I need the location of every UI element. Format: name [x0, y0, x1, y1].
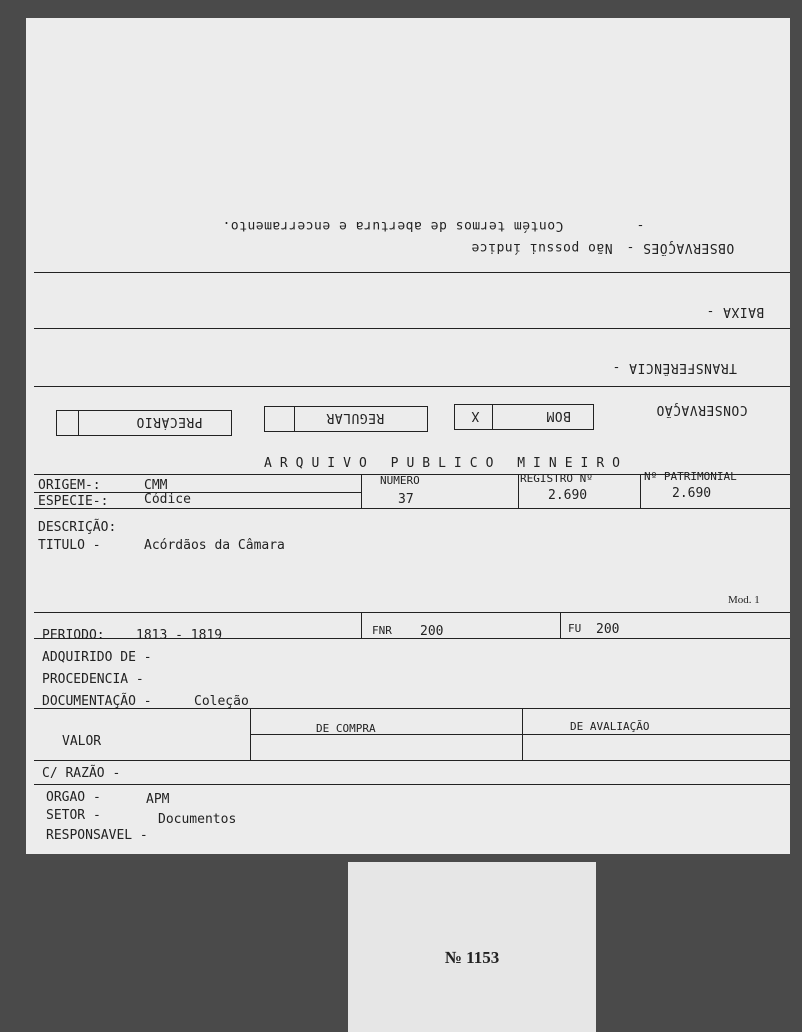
- origem-label: ORIGEM-:: [38, 478, 101, 493]
- especie-label: ESPECIE-:: [38, 494, 109, 509]
- registro-label: REGISTRO Nº: [520, 472, 593, 485]
- razao-label: C/ RAZÃO -: [42, 766, 121, 781]
- divider: [518, 474, 519, 508]
- archive-header: ARQUIVO PUBLICO MINEIRO: [264, 456, 629, 471]
- numero-value: 37: [398, 492, 414, 507]
- adquirido-label: ADQUIRIDO DE -: [42, 650, 152, 665]
- divider: [34, 386, 790, 387]
- observacoes-dash: -: [636, 218, 645, 233]
- divider: [34, 784, 790, 785]
- baixa-label: BAIXA -: [706, 304, 765, 319]
- divider: [34, 508, 790, 509]
- conservacao-label: CONSERVAÇÃO: [656, 402, 748, 417]
- orgao-label: ORGAO -: [46, 790, 101, 805]
- titulo-label: TITULO -: [38, 538, 101, 553]
- observacoes-line2: Contém termos de abertura e encerramento.: [222, 218, 564, 233]
- mod-label: Mod. 1: [728, 594, 760, 606]
- regular-label: REGULAR: [326, 410, 385, 425]
- divider: [522, 708, 523, 760]
- number-tag: [348, 862, 596, 1032]
- divider: [34, 708, 790, 709]
- catalog-card: [26, 18, 790, 854]
- numero-label: NUMERO: [380, 474, 420, 487]
- periodo-value: 1813 - 1819: [136, 628, 223, 643]
- patrimonial-value: 2.690: [672, 486, 712, 501]
- especie-value: Códice: [144, 492, 191, 507]
- divider: [34, 328, 790, 329]
- divider: [34, 272, 790, 273]
- divider: [492, 404, 493, 430]
- divider: [361, 474, 362, 508]
- divider: [34, 612, 790, 613]
- de-avaliacao-label: DE AVALIAÇÃO: [570, 720, 650, 733]
- de-compra-label: DE COMPRA: [316, 722, 376, 735]
- periodo-label: PERIODO:: [42, 628, 105, 643]
- documentacao-value: Coleção: [194, 694, 249, 709]
- tag-number: № 1153: [444, 948, 500, 967]
- titulo-value: Acórdãos da Câmara: [144, 538, 285, 553]
- fu-value: 200: [596, 622, 620, 637]
- orgao-value: APM: [146, 792, 170, 807]
- bom-mark: X: [471, 408, 480, 423]
- observacoes-label: OBSERVAÇÕES -: [626, 240, 735, 255]
- precario-label: PRECÁRIO: [136, 414, 203, 429]
- divider: [34, 760, 790, 761]
- documentacao-label: DOCUMENTAÇÃO -: [42, 694, 152, 709]
- descricao-label: DESCRIÇÃO:: [38, 520, 117, 535]
- valor-label: VALOR: [62, 734, 102, 749]
- bom-label: BOM: [546, 408, 571, 423]
- divider: [560, 612, 561, 638]
- fnr-label: FNR: [372, 624, 392, 637]
- setor-label: SETOR -: [46, 808, 101, 823]
- origem-value: CMM: [144, 478, 168, 493]
- divider: [78, 410, 79, 436]
- procedencia-label: PROCEDENCIA -: [42, 672, 144, 687]
- divider: [640, 474, 641, 508]
- divider: [361, 612, 362, 638]
- registro-value: 2.690: [548, 488, 588, 503]
- setor-value: Documentos: [158, 812, 237, 827]
- fu-label: FU: [568, 622, 582, 635]
- responsavel-label: RESPONSAVEL -: [46, 828, 148, 843]
- divider: [294, 406, 295, 432]
- patrimonial-label: Nº PATRIMONIAL: [644, 470, 737, 483]
- transferencia-label: TRANSFERÊNCIA -: [612, 360, 737, 375]
- divider: [250, 708, 251, 760]
- fnr-value: 200: [420, 624, 444, 639]
- observacoes-line1: Não possui índice: [471, 240, 613, 255]
